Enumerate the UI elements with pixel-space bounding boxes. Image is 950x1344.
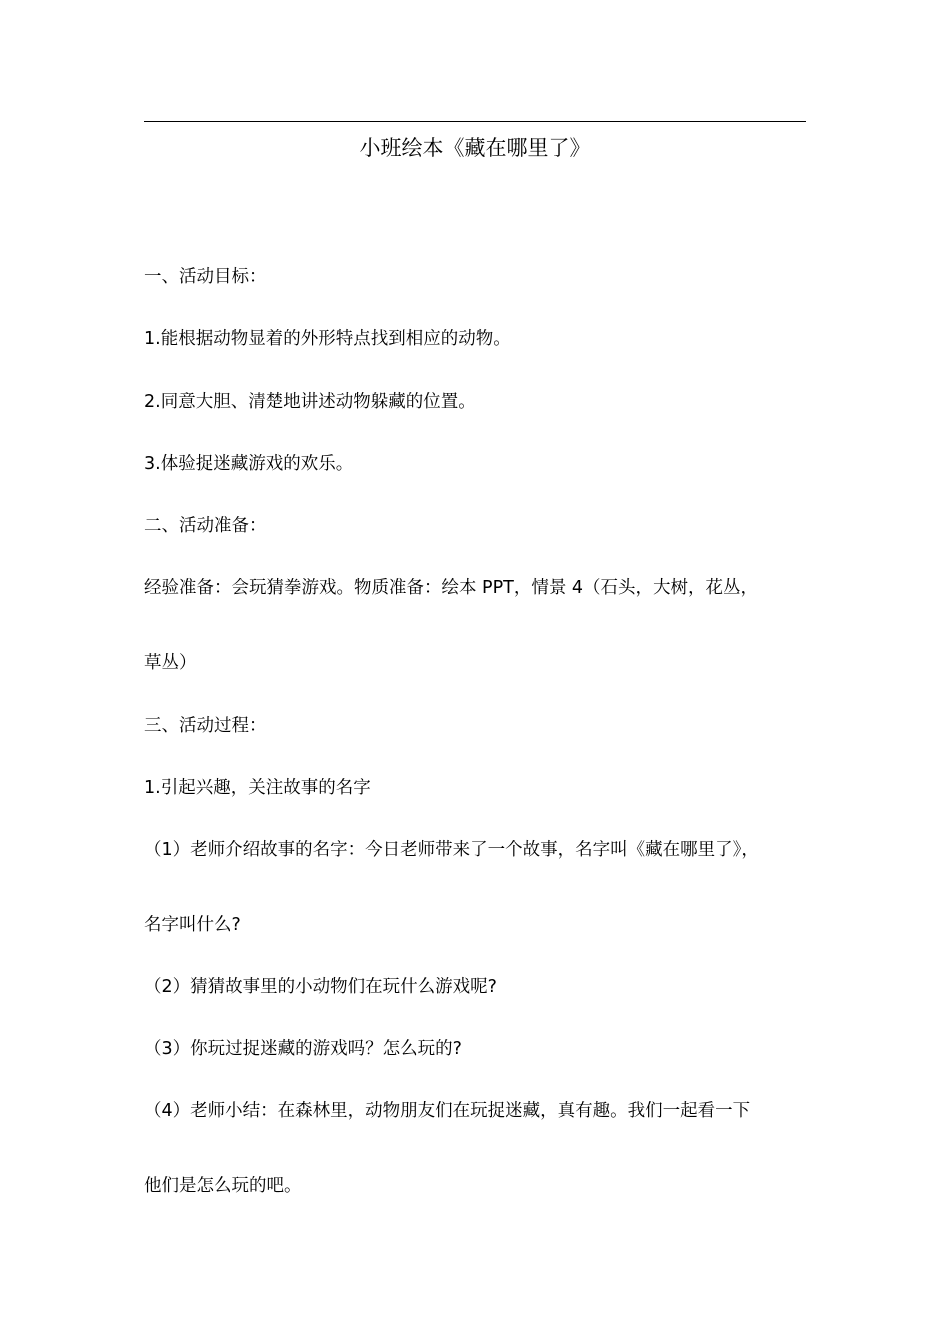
section-heading-preparation: 二、活动准备： — [144, 516, 267, 536]
header-rule — [144, 121, 806, 122]
paragraph-line: 经验准备：会玩猜拳游戏。物质准备：绘本 PPT，情景 4（石头，大树，花丛， — [144, 578, 759, 598]
paragraph-line: （3）你玩过捉迷藏的游戏吗？怎么玩的? — [144, 1039, 462, 1059]
paragraph-line: 他们是怎么玩的吧。 — [144, 1176, 302, 1196]
paragraph-line: （4）老师小结：在森林里，动物朋友们在玩捉迷藏，真有趣。我们一起看一下 — [144, 1101, 751, 1121]
paragraph-line: 草丛） — [144, 653, 197, 673]
section-heading-objectives: 一、活动目标： — [144, 267, 267, 287]
paragraph-line: （1）老师介绍故事的名字：今日老师带来了一个故事，名字叫《藏在哪里了》， — [144, 840, 759, 860]
paragraph-line: 名字叫什么? — [144, 915, 241, 935]
paragraph-line: 3.体验捉迷藏游戏的欢乐。 — [144, 454, 354, 474]
paragraph-line: （2）猜猜故事里的小动物们在玩什么游戏呢? — [144, 977, 497, 997]
paragraph-line: 2.同意大胆、清楚地讲述动物躲藏的位置。 — [144, 392, 476, 412]
paragraph-line: 1.引起兴趣，关注故事的名字 — [144, 778, 371, 798]
section-heading-process: 三、活动过程： — [144, 716, 267, 736]
document-title: 小班绘本《藏在哪里了》 — [359, 136, 591, 160]
paragraph-line: 1.能根据动物显着的外形特点找到相应的动物。 — [144, 329, 511, 349]
